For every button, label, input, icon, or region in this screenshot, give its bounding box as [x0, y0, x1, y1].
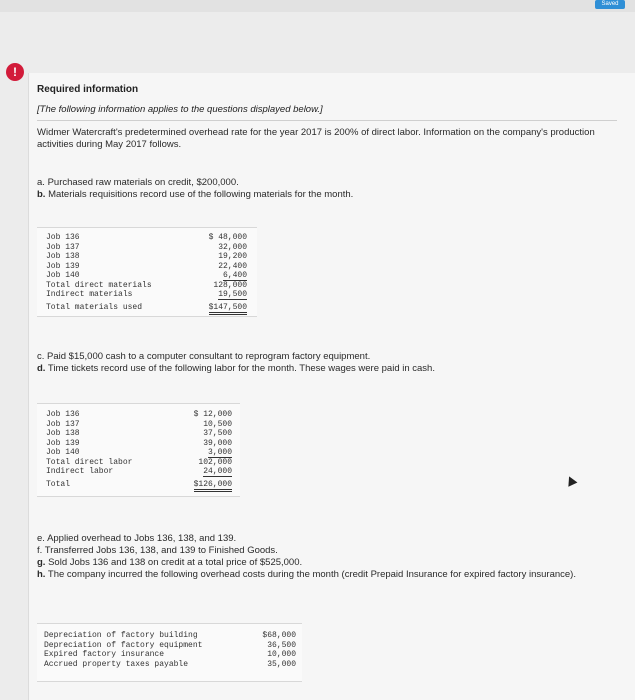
table-row: Job 139 39,000 — [46, 438, 232, 448]
table-row: Expired factory insurance 10,000 — [44, 650, 296, 659]
table-row: Total materials used $147,500 — [46, 303, 249, 313]
table-row: Job 138 37,500 — [46, 429, 232, 438]
subtitle: [The following information applies to the questions displayed below.] — [37, 104, 323, 115]
table-row: Total direct labor 102,000 — [46, 457, 232, 467]
table-row: Job 137 32,000 — [46, 242, 247, 252]
divider — [37, 120, 617, 121]
table-row: Total direct materials 128,000 — [46, 280, 247, 290]
table-row: Job 137 10,500 — [46, 419, 232, 429]
item-e-text: Applied overhead to Jobs 136, 138, and 139. — [47, 533, 237, 544]
table-row: Job 138 19,200 — [46, 252, 247, 261]
item-a-letter: a. — [37, 177, 45, 188]
table-row: Total $126,000 — [46, 480, 234, 490]
intro-paragraph: Widmer Watercraft's predetermined overhead rate for the year 2017 is 200% of direct labor. Information on the company's production activities during May 2017 follows. — [37, 127, 595, 150]
table-row: Job 139 22,400 — [46, 261, 247, 271]
item-g-text: Sold Jobs 136 and 138 on credit at a total price of $525,000. — [48, 557, 303, 568]
item-d-letter: d. — [37, 363, 46, 374]
item-c-text: Paid $15,000 cash to a computer consultant to reprogram factory equipment. — [47, 351, 371, 362]
table-row: Depreciation of factory building $68,000 — [44, 631, 296, 640]
item-c-letter: c. — [37, 351, 45, 362]
item-f-letter: f. — [37, 545, 43, 556]
table-row: Indirect materials 19,500 — [46, 290, 247, 299]
item-a — [37, 177, 239, 189]
item-h-text: The company incurred the following overhead costs during the month (credit Prepaid Insurance for expired factory insurance). — [47, 569, 576, 580]
table-row: Job 136 $ 12,000 — [46, 410, 232, 419]
labor-table — [46, 410, 234, 489]
item-e — [37, 533, 236, 545]
saved-status-badge: Saved — [595, 0, 625, 9]
item-b — [37, 189, 353, 201]
content-panel — [28, 73, 635, 700]
overhead-table — [44, 631, 296, 669]
item-h — [37, 569, 617, 581]
item-d — [37, 363, 435, 375]
item-h-letter: h. — [37, 569, 46, 580]
item-g — [37, 557, 302, 569]
table-row: Job 140 3,000 — [46, 448, 232, 457]
item-d-text: Time tickets record use of the following labor for the month. These wages were paid in cash. — [47, 363, 435, 374]
item-c — [37, 351, 370, 363]
item-a-text: Purchased raw materials on credit, $200,000. — [47, 177, 239, 188]
table-row: Depreciation of factory equipment 36,500 — [44, 640, 296, 650]
item-b-text: Materials requisitions record use of the following materials for the month. — [48, 189, 354, 200]
table-row: Accrued property taxes payable 35,000 — [44, 659, 296, 669]
item-b-letter: b. — [37, 189, 46, 200]
item-f — [37, 545, 278, 557]
item-f-text: Transferred Jobs 136, 138, and 139 to Finished Goods. — [44, 545, 278, 556]
top-bar — [0, 0, 635, 12]
materials-table — [46, 233, 249, 312]
page-title: Required information — [37, 84, 139, 95]
table-row: Job 140 6,400 — [46, 271, 247, 280]
alert-icon: ! — [6, 63, 24, 81]
item-e-letter: e. — [37, 533, 45, 544]
table-row: Indirect labor 24,000 — [46, 467, 232, 476]
item-g-letter: g. — [37, 557, 46, 568]
table-row: Job 136 $ 48,000 — [46, 233, 247, 242]
